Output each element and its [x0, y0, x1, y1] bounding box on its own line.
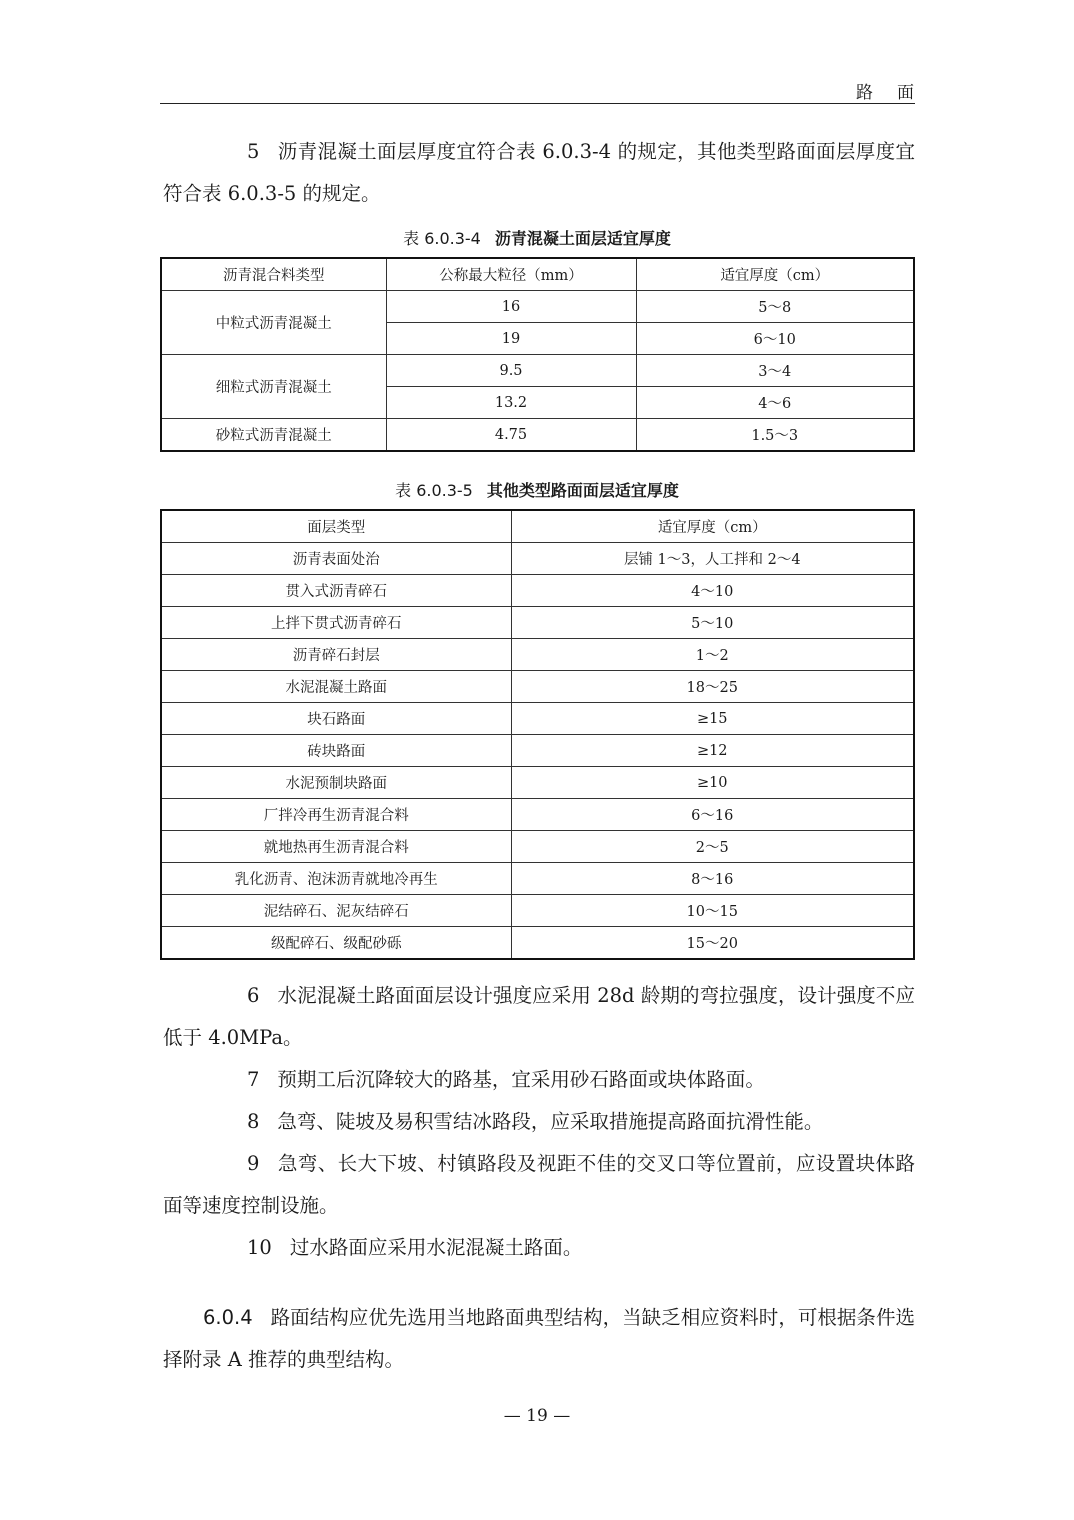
column-header: 沥青混合料类型 — [161, 258, 386, 291]
paragraph-9 — [163, 1143, 915, 1227]
thickness-cell: 4～6 — [636, 387, 914, 419]
surface-type-cell: 沥青表面处治 — [161, 543, 511, 575]
running-header: 路面 — [856, 83, 938, 103]
paragraph-text: 预期工后沉降较大的路基，宜采用砂石路面或块体路面。 — [277, 1068, 765, 1091]
table-row — [161, 639, 914, 671]
surface-type-cell: 乳化沥青、泡沫沥青就地冷再生 — [161, 863, 511, 895]
paragraph-text: 急弯、长大下坡、村镇路段及视距不佳的交叉口等位置前，应设置块体路面等速度控制设施。 — [163, 1152, 915, 1217]
thickness-cell: 层铺 1～3，人工拌和 2～4 — [511, 543, 914, 575]
table-row — [161, 575, 914, 607]
table2-code: 表 6.0.3-5 — [395, 481, 473, 500]
table-row — [161, 895, 914, 927]
thickness-cell: 3～4 — [636, 355, 914, 387]
paragraph-text: 水泥混凝土路面面层设计强度应采用 28d 龄期的弯拉强度，设计强度不应低于 4.0MPa。 — [163, 984, 915, 1049]
thickness-cell: 4～10 — [511, 575, 914, 607]
thickness-cell: 1.5～3 — [636, 419, 914, 452]
table-row — [161, 607, 914, 639]
paragraph-text: 过水路面应采用水泥混凝土路面。 — [289, 1236, 583, 1259]
size-cell: 13.2 — [386, 387, 636, 419]
section-number: 6.0.4 — [203, 1306, 253, 1329]
other-pavement-thickness-table — [160, 509, 915, 960]
table1-title: 沥青混凝土面层适宜厚度 — [494, 229, 671, 248]
surface-type-cell: 水泥混凝土路面 — [161, 671, 511, 703]
thickness-cell: 5～10 — [511, 607, 914, 639]
column-header: 适宜厚度（cm） — [511, 510, 914, 543]
paragraph-number: 8 — [247, 1110, 260, 1133]
table1-caption — [0, 226, 1074, 249]
thickness-cell: 6～16 — [511, 799, 914, 831]
column-header: 面层类型 — [161, 510, 511, 543]
paragraph-number: 10 — [247, 1236, 272, 1259]
thickness-cell: 8～16 — [511, 863, 914, 895]
thickness-cell: 18～25 — [511, 671, 914, 703]
table2-body — [161, 543, 914, 960]
size-cell: 16 — [386, 291, 636, 323]
mix-type-cell: 细粒式沥青混凝土 — [161, 355, 386, 419]
surface-type-cell: 厂拌冷再生沥青混合料 — [161, 799, 511, 831]
table-row — [161, 419, 914, 452]
paragraph-text: 沥青混凝土面层厚度宜符合表 6.0.3-4 的规定，其他类型路面面层厚度宜符合表 6.0.3-5 的规定。 — [163, 140, 915, 205]
paragraph-number: 5 — [247, 140, 260, 163]
thickness-cell: ≥15 — [511, 703, 914, 735]
paragraph-number: 9 — [247, 1152, 260, 1175]
size-cell: 19 — [386, 323, 636, 355]
mix-type-cell: 中粒式沥青混凝土 — [161, 291, 386, 355]
table-header-row — [161, 510, 914, 543]
table2-caption — [0, 478, 1074, 501]
column-header: 公称最大粒径（mm） — [386, 258, 636, 291]
table-row — [161, 355, 914, 387]
table2-title: 其他类型路面面层适宜厚度 — [486, 481, 679, 500]
table-row — [161, 671, 914, 703]
paragraph-8 — [163, 1101, 915, 1143]
thickness-cell: 10～15 — [511, 895, 914, 927]
paragraph-number: 7 — [247, 1068, 260, 1091]
table-row — [161, 291, 914, 323]
surface-type-cell: 级配碎石、级配砂砾 — [161, 927, 511, 960]
paragraph-text: 急弯、陡坡及易积雪结冰路段，应采取措施提高路面抗滑性能。 — [277, 1110, 824, 1133]
surface-type-cell: 上拌下贯式沥青碎石 — [161, 607, 511, 639]
page-number: — 19 — — [503, 1406, 571, 1426]
thickness-cell: 2～5 — [511, 831, 914, 863]
thickness-cell: 15～20 — [511, 927, 914, 960]
thickness-cell: 1～2 — [511, 639, 914, 671]
surface-type-cell: 块石路面 — [161, 703, 511, 735]
size-cell: 9.5 — [386, 355, 636, 387]
table-row — [161, 543, 914, 575]
table-row — [161, 799, 914, 831]
surface-type-cell: 就地热再生沥青混合料 — [161, 831, 511, 863]
thickness-cell: ≥12 — [511, 735, 914, 767]
table-row — [161, 927, 914, 960]
section-6-0-4 — [163, 1297, 915, 1381]
paragraph-5 — [163, 131, 915, 215]
surface-type-cell: 砖块路面 — [161, 735, 511, 767]
surface-type-cell: 泥结碎石、泥灰结碎石 — [161, 895, 511, 927]
table-row — [161, 863, 914, 895]
asphalt-thickness-table — [160, 257, 915, 452]
paragraph-7 — [163, 1059, 915, 1101]
thickness-cell: 5～8 — [636, 291, 914, 323]
size-cell: 4.75 — [386, 419, 636, 452]
column-header: 适宜厚度（cm） — [636, 258, 914, 291]
mix-type-cell: 砂粒式沥青混凝土 — [161, 419, 386, 452]
thickness-cell: ≥10 — [511, 767, 914, 799]
paragraph-6 — [163, 975, 915, 1059]
paragraph-number: 6 — [247, 984, 260, 1007]
thickness-cell: 6～10 — [636, 323, 914, 355]
surface-type-cell: 贯入式沥青碎石 — [161, 575, 511, 607]
header-divider — [160, 103, 915, 104]
table-row — [161, 735, 914, 767]
table1-code: 表 6.0.3-4 — [403, 229, 481, 248]
section-text: 路面结构应优先选用当地路面典型结构，当缺乏相应资料时，可根据条件选择附录 A 推荐的典型结构。 — [163, 1306, 915, 1371]
table-row — [161, 767, 914, 799]
table-header-row — [161, 258, 914, 291]
surface-type-cell: 沥青碎石封层 — [161, 639, 511, 671]
paragraph-10 — [163, 1227, 915, 1269]
table-row — [161, 831, 914, 863]
table-row — [161, 703, 914, 735]
surface-type-cell: 水泥预制块路面 — [161, 767, 511, 799]
